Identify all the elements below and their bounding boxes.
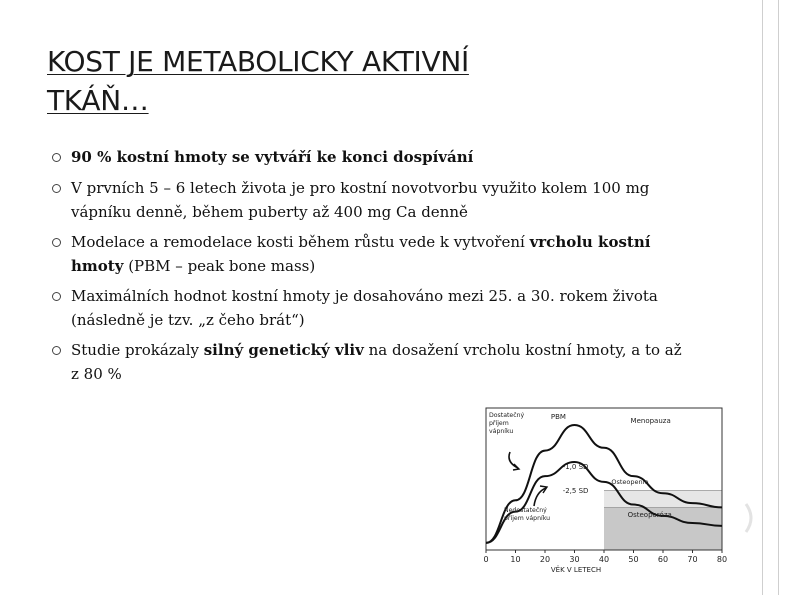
x-tick-label: 10 [510, 555, 521, 564]
bullet-text: Maximálních hodnot kostní hmoty je dosahováno mezi 25. a 30. rokem života (následně je tzv. „z čeho brát“) [71, 287, 658, 329]
bullet-list [52, 145, 692, 392]
bullet-text: na dosažení vrcholu kostní hmoty, a to až z 80 % [71, 341, 682, 383]
bullet-item [52, 230, 692, 278]
bullet-item [52, 145, 692, 169]
side-decoration [742, 500, 758, 536]
slide-title-line: KOST JE METABOLICKY AKTIVNÍ [47, 45, 469, 78]
bullet-item [52, 284, 692, 332]
bullet-bold-text: silný genetický vliv [203, 341, 364, 359]
slide-title [47, 42, 667, 120]
x-tick-label: 70 [687, 555, 698, 564]
slide-title-line: TKÁŇ… [47, 84, 149, 117]
pbm-label: PBM [550, 413, 566, 421]
x-tick-label: 20 [539, 555, 551, 564]
x-tick-label: 40 [598, 555, 610, 564]
x-tick-label: 60 [657, 555, 669, 564]
bullet-item [52, 176, 692, 224]
bullet-bold-text: 90 % kostní hmoty se vytváří ke konci dospívání [71, 148, 474, 166]
bullet-item [52, 338, 692, 386]
bullet-circle-icon [52, 292, 61, 301]
osteoporosis-label: Osteoporóza [627, 511, 672, 519]
page-edge-line [778, 0, 779, 595]
sufficient-intake-label: příjem [489, 420, 509, 427]
bullet-circle-icon [52, 184, 61, 193]
page-edge-line [762, 0, 763, 595]
bullet-circle-icon [52, 238, 61, 247]
x-tick-label: 0 [483, 555, 489, 564]
bullet-text: V prvních 5 – 6 letech života je pro kostní novotvorbu využito kolem 100 mg vápníku denně, během puberty až 400 mg Ca denně [71, 179, 650, 221]
bullet-text: (PBM – peak bone mass) [123, 257, 316, 275]
bullet-text: Modelace a remodelace kosti během růstu vede k vytvoření [71, 233, 530, 251]
sd25-label: -2,5 SD [562, 487, 589, 495]
bullet-text: Studie prokázaly [71, 341, 204, 359]
sufficient-intake-label: vápníku [489, 428, 514, 435]
menopause-label: Menopauza [630, 417, 671, 425]
x-tick-label: 50 [628, 555, 639, 564]
bullet-circle-icon [52, 346, 61, 355]
x-tick-label: 80 [716, 555, 728, 564]
arrow-icon [509, 452, 518, 468]
osteopenia-label: Osteopenie [611, 478, 649, 486]
bullet-bold-text: vrcholu kostní hmoty [71, 233, 651, 275]
sd1-label: -1,0 SD [562, 463, 589, 471]
x-axis-label: VĚK V LETECH [550, 566, 602, 574]
bone-mass-chart [476, 400, 734, 580]
bullet-circle-icon [52, 153, 61, 162]
insufficient-intake-label: příjem vápníku [504, 515, 551, 522]
insufficient-intake-label: Nedostatečný [504, 507, 547, 514]
sufficient-intake-label: Dostatečný [489, 412, 525, 419]
x-tick-label: 30 [569, 555, 580, 564]
